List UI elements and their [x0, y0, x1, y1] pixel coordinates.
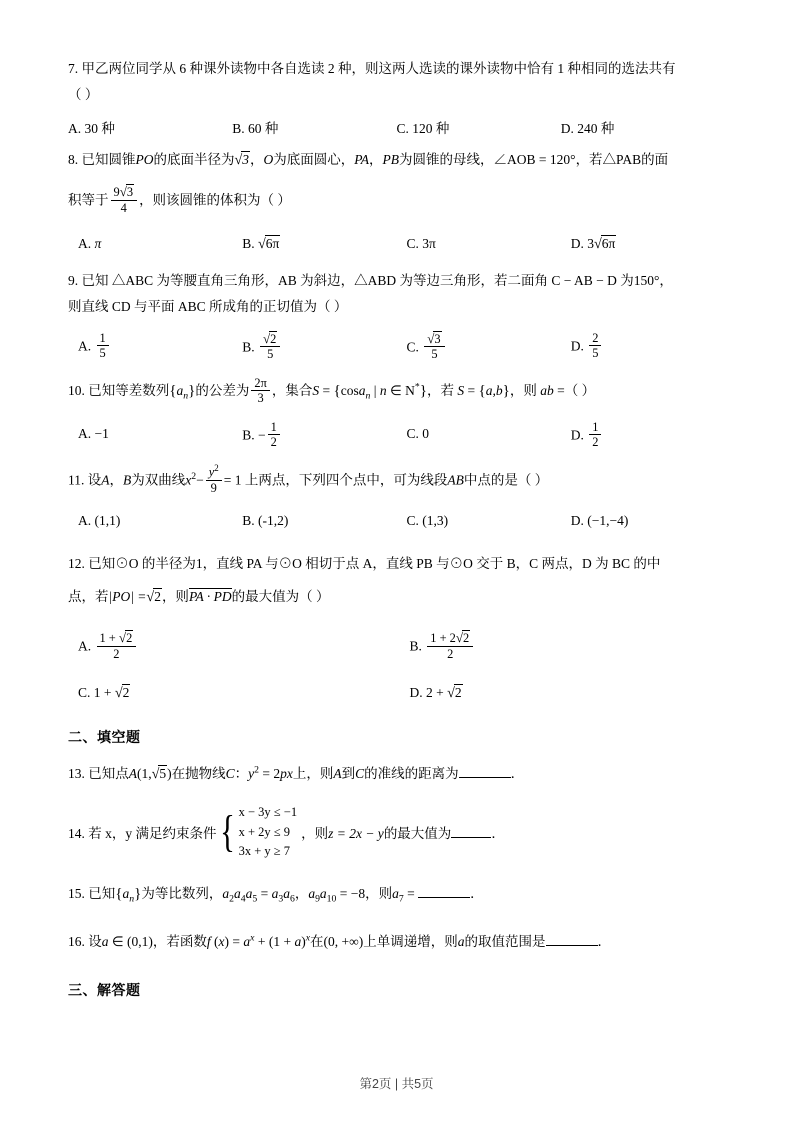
page-footer: 第2页 | 共5页	[359, 1077, 434, 1091]
option-c[interactable]: C. 0	[406, 425, 430, 441]
answer-blank-14[interactable]	[451, 824, 491, 839]
sqrt-6pi: √6π	[258, 235, 280, 252]
question-11-number: 11.	[68, 472, 85, 488]
question-12-options-row1	[68, 630, 725, 661]
sqrt-3: √3	[234, 151, 250, 168]
question-8-number: 8.	[68, 151, 79, 167]
option-d[interactable]: D. 2 + √2	[409, 685, 462, 702]
option-a[interactable]: A. −1	[78, 425, 109, 441]
question-7-stem: 甲乙两位同学从 6 种课外读物中各自选读 2 种，则这两人选读的课外读物中恰有 1 种相同的选法共有	[81, 61, 676, 76]
question-11-options	[68, 507, 725, 534]
option-a[interactable]: A. $\frac{1}{5}$	[68, 331, 232, 362]
option-a[interactable]: A. $\frac{1 + √2}{2}$	[68, 630, 394, 661]
question-9-number: 9.	[68, 273, 79, 289]
option-d[interactable]: D. $\frac{2}{5}$	[561, 331, 725, 362]
option-b[interactable]: B. √6π	[232, 230, 396, 258]
question-8-line-1: 8. 已知圆锥PO的底面半径为√3，O为底面圆心，PA，PB为圆锥的母线，∠AOB = 120°，若△PAB的面	[68, 144, 725, 177]
vector-pa-pd: PA · PD	[188, 589, 232, 605]
answer-blank-16[interactable]	[546, 931, 598, 946]
option-c[interactable]: C. (1,3)	[406, 513, 449, 529]
question-15-number: 15.	[68, 885, 85, 901]
question-7-text	[68, 56, 725, 82]
question-7-options	[68, 115, 725, 142]
option-b[interactable]: B. $\frac{1 + 2√2}{2}$	[394, 630, 726, 661]
question-9-line-2: 则直线 CD 与平面 ABC 所成角的正切值为（ ）	[68, 299, 348, 315]
question-10-line-1: 10. 已知等差数列$\{a_n\}$的公差为 $\frac{2\pi}{3}$ ，集合S = {cosa$_n$ | n ∈ N*}，若 S = {a,b}，则 ab =（ ）	[68, 375, 596, 406]
option-d[interactable]: D. (−1,−4)	[570, 513, 629, 529]
fraction: $\frac{9√3}{4}$	[111, 184, 138, 215]
question-9	[68, 268, 725, 321]
question-10	[68, 373, 725, 409]
question-8-line-2: 积等于 $\frac{9√3}{4}$ ，则该圆锥的体积为（ ）	[68, 184, 291, 215]
option-a[interactable]: A. 30 种	[68, 120, 115, 136]
question-16-number: 16.	[68, 933, 85, 949]
system-of-inequalities: { x − 3y ≤ −1 x + 2y ≤ 9 3x + y ≥ 7	[219, 805, 298, 859]
answer-blank-13[interactable]	[459, 764, 511, 779]
question-12-options-row2	[68, 679, 725, 707]
option-c[interactable]: C. $\frac{√3}{5}$	[397, 331, 561, 362]
question-12-line-2: 点，若|PO| =√2，则PA · PD的最大值为（ ）	[68, 589, 330, 606]
option-b[interactable]: B. − $\frac{1}{2}$	[232, 420, 396, 450]
question-14-number: 14.	[68, 826, 85, 842]
question-12	[68, 548, 725, 614]
question-8	[68, 144, 725, 216]
question-11	[68, 463, 725, 497]
option-c[interactable]: C. 1 + √2	[78, 685, 130, 702]
option-a[interactable]: A. (1,1)	[78, 513, 121, 529]
question-15: 15. 已知$\{a_n\}$为等比数列，$a_2a_4a_5 = a_3a_6$，$a_9a_{10} = -8$，则$a_7$ = ．	[68, 876, 725, 912]
section-2-title: 二、填空题	[68, 731, 141, 747]
option-b[interactable]: B. 60 种	[232, 120, 279, 136]
option-d[interactable]: D. 3√6π	[570, 235, 616, 252]
question-14: 14. 若 x，y 满足约束条件 { x − 3y ≤ −1 x + 2y ≤ 9 3x + y ≥ 7 ，则z = 2x − y的最大值为 ．	[68, 803, 725, 861]
option-a[interactable]: A. π	[78, 235, 102, 251]
option-c[interactable]: C. 3π	[406, 235, 436, 251]
question-16: 16. 设a ∈ (0,1)，若函数f $(x) = a^x + (1 + a)^x$在(0, +∞)上单调递增，则a的取值范围是 ．	[68, 932, 612, 949]
option-b[interactable]: B. (-1,2)	[242, 513, 289, 529]
answer-blank-15[interactable]	[418, 883, 470, 898]
option-d[interactable]: D. 240 种	[560, 120, 615, 136]
section-3-title: 三、解答题	[68, 984, 141, 1000]
question-9-options	[68, 331, 725, 362]
option-b[interactable]: B. $\frac{√2}{5}$	[232, 331, 396, 362]
question-7-number: 7.	[68, 61, 79, 76]
question-11-line-1: 11. 设A，B为双曲线$x^2-$ $\frac{y^2}{9}$ = 1 上两点，下列四个点中，可为线段AB中点的是（ ）	[68, 463, 549, 495]
question-13: 13. 已知点A(1,√5)在抛物线C：$y^2 = 2px$上，则A到C的准线的距离为 ．	[68, 764, 525, 783]
question-12-number: 12.	[68, 556, 85, 572]
option-c[interactable]: C. 120 种	[396, 120, 450, 136]
question-12-line-1: 12. 已知⊙O 的半径为1，直线 PA 与⊙O 相切于点 A，直线 PB 与⊙O 交于 B，C 两点，D 为 BC 的中	[68, 556, 661, 572]
question-10-options	[68, 420, 725, 450]
question-10-number: 10.	[68, 383, 85, 399]
question-7-stem-2: （ ）	[68, 87, 99, 103]
question-8-options	[68, 230, 725, 258]
question-9-line-1: 9. 已知 △ABC 为等腰直角三角形，AB 为斜边，△ABD 为等边三角形，若二面角 C − AB − D 为150°，	[68, 273, 673, 289]
option-d[interactable]: D. $\frac{1}{2}$	[561, 420, 725, 450]
question-13-number: 13.	[68, 766, 85, 782]
question-7	[68, 56, 725, 109]
